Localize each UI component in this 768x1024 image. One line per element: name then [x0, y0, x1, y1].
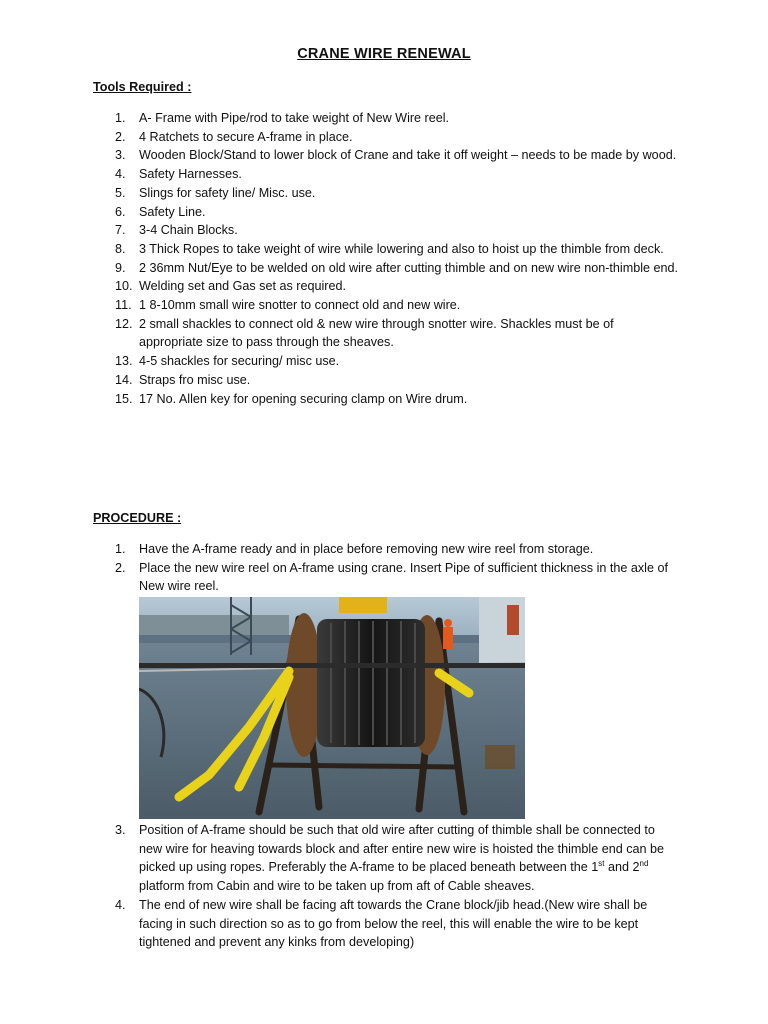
list-item: 2. 4 Ratchets to secure A-frame in place. [115, 129, 353, 144]
procedure-heading: PROCEDURE : [93, 511, 182, 525]
superscript-nd: nd [639, 859, 649, 869]
list-item: 1. Have the A-frame ready and in place before removing new wire reel from storage. [115, 542, 594, 556]
list-item: 6. Safety Line. [115, 204, 206, 219]
list-item: 11. 1 8-10mm small wire snotter to connect old and new wire. [115, 298, 461, 313]
list-item: 3. Position of A-frame should be such that old wire after cutting of thimble shall be connected to new wire for heaving towards block and after entire new wire is hoisted the thimble end can be picked up using ropes. Preferably the A-frame to be placed beneath between the 1st and 2nd platform from Cabin and wire to be taken up from aft of Cable sheaves. [115, 823, 665, 894]
superscript-st: st [598, 859, 605, 869]
list-item: 8. 3 Thick Ropes to take weight of wire while lowering and also to hoist up the thimble from deck. [115, 241, 664, 256]
wire-reel-photo [139, 597, 525, 819]
list-item: 14. Straps fro misc use. [115, 372, 251, 387]
list-item: 7. 3-4 Chain Blocks. [115, 223, 238, 238]
list-item: 15. 17 No. Allen key for opening securing clamp on Wire drum. [115, 391, 468, 406]
list-item: 3. Wooden Block/Stand to lower block of Crane and take it off weight – needs to be made by wood. [115, 148, 677, 163]
list-item: 5. Slings for safety line/ Misc. use. [115, 185, 316, 200]
tools-list [0, 109, 679, 408]
list-item: 13. 4-5 shackles for securing/ misc use. [115, 354, 340, 369]
list-item: 2. Place the new wire reel on A-frame using crane. Insert Pipe of sufficient thickness in the axle of New wire reel. [115, 560, 668, 594]
tools-heading: Tools Required : [93, 80, 192, 94]
procedure-list-bottom [0, 821, 679, 952]
wire-reel-on-a-frame-image [139, 597, 525, 819]
list-item: 9. 2 36mm Nut/Eye to be welded on old wire after cutting thimble and on new wire non-thimble end. [115, 260, 679, 275]
list-item: 4. The end of new wire shall be facing aft towards the Crane block/jib head.(New wire shall be facing in such direction so as to go from below the reel, this will enable the wire to be kept tightened and prevent any kinks from developing) [115, 897, 648, 950]
procedure-list-top [0, 540, 679, 596]
list-item: 10. Welding set and Gas set as required. [115, 279, 346, 294]
list-item: 4. Safety Harnesses. [115, 167, 242, 182]
list-item: 12. 2 small shackles to connect old & new wire through snotter wire. Shackles must be of appropriate size to pass through the sheaves. [115, 316, 614, 350]
document-title: CRANE WIRE RENEWAL [297, 46, 471, 62]
list-item: 1. A- Frame with Pipe/rod to take weight of New Wire reel. [115, 111, 450, 125]
